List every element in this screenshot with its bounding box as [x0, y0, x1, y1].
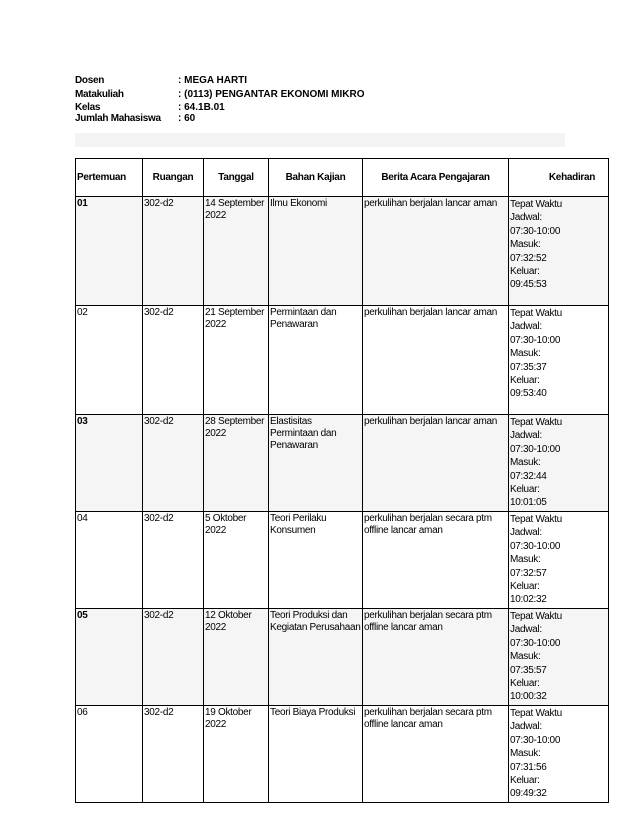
header-pertemuan: Pertemuan: [76, 159, 143, 197]
cell-pertemuan: 04: [76, 512, 143, 609]
kehadiran-line: Jadwal:: [510, 721, 542, 733]
kehadiran-line: 07:30-10:00: [510, 334, 561, 346]
kehadiran-line: Keluar:: [510, 375, 540, 387]
cell-berita-acara: perkulihan berjalan secara ptm offline lancar aman: [363, 706, 509, 803]
jumlah-value: : 60: [178, 113, 196, 124]
kehadiran-line: Keluar:: [510, 484, 540, 496]
cell-pertemuan: 02: [76, 306, 143, 415]
header-ruangan: Ruangan: [143, 159, 204, 197]
jumlah-label: Jumlah Mahasiswa: [75, 113, 161, 124]
cell-kehadiran: [509, 306, 609, 415]
kehadiran-line: Masuk:: [510, 748, 541, 760]
kehadiran-line: 10:00:32: [510, 691, 547, 703]
kehadiran-line: 07:35:57: [510, 664, 547, 676]
kehadiran-line: 07:30-10:00: [510, 540, 561, 552]
kehadiran-line: Tepat Waktu: [510, 514, 562, 525]
kehadiran-line: Jadwal:: [510, 624, 542, 636]
kelas-value: : 64.1B.01: [178, 102, 225, 113]
kehadiran-line: Tepat Waktu: [510, 611, 562, 622]
kehadiran-line: Masuk:: [510, 239, 541, 251]
cell-berita-acara: perkulihan berjalan secara ptm offline lancar aman: [363, 609, 509, 706]
kehadiran-line: Tepat Waktu: [510, 708, 562, 719]
header-bahan-kajian: Bahan Kajian: [269, 159, 363, 197]
cell-kehadiran: [509, 197, 609, 306]
cell-bahan-kajian: Teori Perilaku Konsumen: [269, 512, 363, 609]
kehadiran-line: Masuk:: [510, 457, 541, 469]
cell-pertemuan: 06: [76, 706, 143, 803]
cell-ruangan: 302-d2: [143, 197, 204, 306]
kehadiran-line: 10:01:05: [510, 497, 547, 509]
cell-ruangan: 302-d2: [143, 609, 204, 706]
kehadiran-line: Keluar:: [510, 266, 540, 278]
cell-ruangan: 302-d2: [143, 706, 204, 803]
kehadiran-line: 07:35:37: [510, 361, 547, 373]
kehadiran-line: Masuk:: [510, 651, 541, 663]
cell-kehadiran: [509, 512, 609, 609]
kehadiran-line: 07:30-10:00: [510, 225, 561, 237]
cell-ruangan: 302-d2: [143, 512, 204, 609]
kehadiran-line: 07:30-10:00: [510, 734, 561, 746]
cell-ruangan: 302-d2: [143, 415, 204, 512]
cell-bahan-kajian: Teori Biaya Produksi: [269, 706, 363, 803]
cell-kehadiran: [509, 415, 609, 512]
cell-berita-acara: perkulihan berjalan lancar aman: [363, 197, 509, 306]
kehadiran-line: Tepat Waktu: [510, 199, 562, 210]
cell-kehadiran: [509, 609, 609, 706]
cell-berita-acara: perkulihan berjalan secara ptm offline lancar aman: [363, 512, 509, 609]
header-tanggal: Tanggal: [204, 159, 269, 197]
jumlah-row: [75, 112, 565, 126]
kehadiran-line: Keluar:: [510, 775, 540, 787]
matakuliah-label: Matakuliah: [75, 88, 124, 100]
dosen-value: : MEGA HARTI: [178, 75, 248, 86]
cell-bahan-kajian: Permintaan dan Penawaran: [269, 306, 363, 415]
cell-tanggal: 12 Oktober 2022: [204, 609, 269, 706]
table-row: [76, 609, 609, 706]
kehadiran-line: 07:30-10:00: [510, 637, 561, 649]
table-row: [76, 415, 609, 512]
kehadiran-line: Masuk:: [510, 348, 541, 360]
dosen-row: [75, 74, 565, 88]
cell-bahan-kajian: Teori Produksi dan Kegiatan Perusahaan: [269, 609, 363, 706]
kehadiran-line: Masuk:: [510, 554, 541, 566]
cell-pertemuan: 05: [76, 609, 143, 706]
cell-berita-acara: perkulihan berjalan lancar aman: [363, 415, 509, 512]
kehadiran-line: Tepat Waktu: [510, 417, 562, 428]
kehadiran-line: Keluar:: [510, 678, 540, 690]
kehadiran-line: Jadwal:: [510, 430, 542, 442]
kelas-row: [75, 101, 565, 112]
attendance-table: [75, 158, 609, 803]
matakuliah-value: : (0113) PENGANTAR EKONOMI MIKRO: [178, 88, 365, 100]
cell-tanggal: 5 Oktober 2022: [204, 512, 269, 609]
kehadiran-line: Keluar:: [510, 581, 540, 593]
kehadiran-line: 09:49:32: [510, 788, 547, 800]
table-header-row: [76, 159, 609, 197]
kehadiran-line: 09:45:53: [510, 279, 547, 291]
cell-bahan-kajian: Ilmu Ekonomi: [269, 197, 363, 306]
kehadiran-line: 07:32:44: [510, 470, 547, 482]
cell-ruangan: 302-d2: [143, 306, 204, 415]
table-row: [76, 706, 609, 803]
cell-tanggal: 21 September 2022: [204, 306, 269, 415]
kehadiran-line: Jadwal:: [510, 321, 542, 333]
kehadiran-line: Jadwal:: [510, 212, 542, 224]
table-row: [76, 306, 609, 415]
kelas-label: Kelas: [75, 102, 101, 113]
info-shade-bar: [75, 133, 565, 147]
cell-kehadiran: [509, 706, 609, 803]
cell-pertemuan: 01: [76, 197, 143, 306]
cell-tanggal: 14 September 2022: [204, 197, 269, 306]
header-kehadiran: Kehadiran: [509, 159, 609, 197]
kehadiran-line: 10:02:32: [510, 594, 547, 606]
table-row: [76, 197, 609, 306]
kehadiran-line: Jadwal:: [510, 527, 542, 539]
dosen-label: Dosen: [75, 75, 105, 86]
kehadiran-line: 07:31:56: [510, 761, 547, 773]
cell-tanggal: 28 September 2022: [204, 415, 269, 512]
kehadiran-line: Tepat Waktu: [510, 308, 562, 319]
kehadiran-line: 09:53:40: [510, 388, 547, 400]
header-berita-acara: Berita Acara Pengajaran: [363, 159, 509, 197]
cell-bahan-kajian: Elastisitas Permintaan dan Penawaran: [269, 415, 363, 512]
table-row: [76, 512, 609, 609]
course-info: [75, 74, 565, 126]
matakuliah-row: [75, 88, 565, 102]
kehadiran-line: 07:32:52: [510, 252, 547, 264]
cell-pertemuan: 03: [76, 415, 143, 512]
kehadiran-line: 07:32:57: [510, 567, 547, 579]
kehadiran-line: 07:30-10:00: [510, 443, 561, 455]
cell-berita-acara: perkulihan berjalan lancar aman: [363, 306, 509, 415]
cell-tanggal: 19 Oktober 2022: [204, 706, 269, 803]
